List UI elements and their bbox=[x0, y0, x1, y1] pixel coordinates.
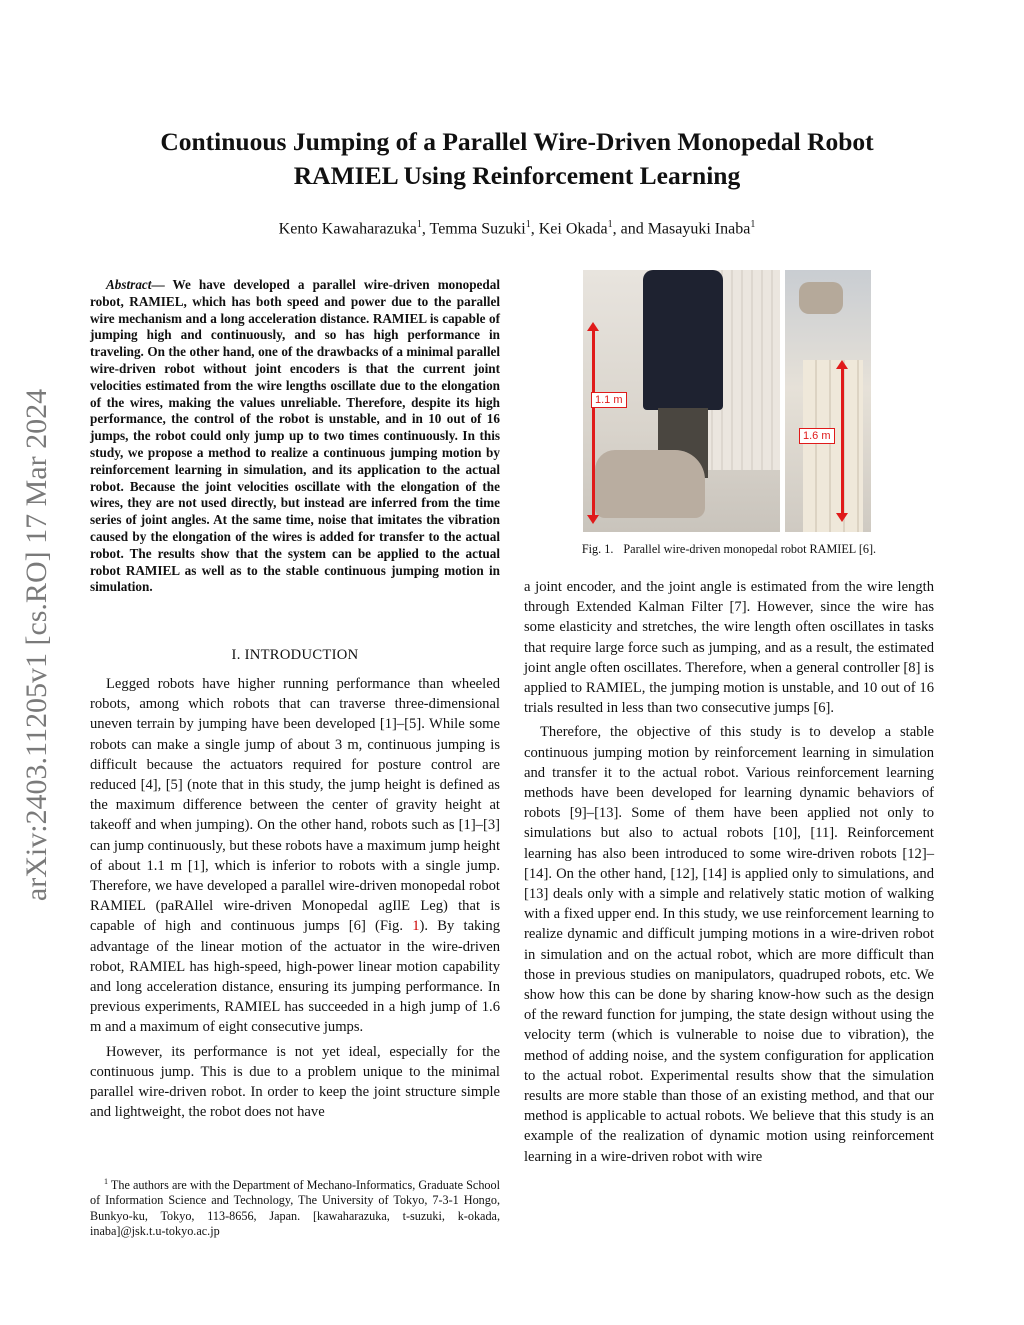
person-figure bbox=[643, 270, 723, 410]
author-list: Kento Kawaharazuka$^1$, Temma Suzuki$^1$, Kei Okada$^1$, and Masayuki Inaba$^1$ bbox=[278, 219, 756, 238]
footnote-mark: 1 bbox=[104, 1177, 108, 1186]
robot-top bbox=[799, 282, 843, 314]
robot-photo-right bbox=[785, 270, 871, 532]
title-line-1: Continuous Jumping of a Parallel Wire-Driven Monopedal Robot bbox=[160, 127, 874, 156]
author-name: Kei Okada bbox=[538, 220, 608, 238]
height-arrow-left bbox=[592, 328, 595, 518]
abstract-lead: Abstract bbox=[106, 277, 152, 292]
intro-body bbox=[90, 674, 500, 1122]
figure-caption bbox=[524, 542, 934, 557]
author-name: Masayuki Inaba bbox=[647, 220, 751, 238]
right-column-body bbox=[524, 577, 934, 1167]
figure-link[interactable]: 1 bbox=[412, 918, 420, 935]
folding-screen bbox=[803, 360, 863, 532]
footnote-text: The authors are with the Department of Mechano-Informatics, Graduate School of Information Science and Technology, The University of Tokyo, 7-3-1 Hongo, Bunkyo-ku, Tokyo, 113-8656, Japan. [kawaharazuka, t-suzuki, k-okada, inaba]@jsk.t.u-tokyo.ac.jp bbox=[90, 1178, 501, 1239]
height-label-right: 1.6 m bbox=[799, 428, 835, 444]
right-paragraph-2: Therefore, the objective of this study is to develop a stable continuous jumping motion by reinforcement learning in simulation and transfer it to the actual robot. Various reinforcement learning methods have been developed for learning dynamic behaviors of robots [9]–[13]. Some of them have been applied not only to simulations but also to actual robots [10], [11]. Reinforcement learning has also been introduced to some wire-driven robots [12]–[14]. On the other hand, [12], [14] is applied only to simulations, and [13] deals only with a simple and relatively static motion of walking with a fixed upper end. In this study, we use reinforcement learning to realize dynamic and difficult jumping motions in a wire-driven robot in simulation and on the actual robot, which are more difficult than those in previous studies on manipulators, quadruped robots, etc. We show how this can be done by sharing know-how such as the design of the reward function for jumping, the state design without using the velocity term (which is vulnerable to noise due to vibration), the method of adding noise, and the system configuration for application to the actual robot. Experimental results show that the simulation results are more stable than those of an existing method, and that our method is applicable to actual robots. We believe that this study is an example of the realization of dynamic motion using reinforcement learning in a wire-driven robot with wire bbox=[524, 724, 934, 1165]
paper-title bbox=[90, 125, 944, 193]
robot-base bbox=[595, 450, 705, 518]
affiliation-mark: 1 bbox=[416, 219, 422, 230]
section-heading: I. INTRODUCTION bbox=[231, 647, 359, 663]
height-label-left: 1.1 m bbox=[591, 392, 627, 408]
author-name: Temma Suzuki bbox=[429, 220, 526, 238]
robot-photo-left bbox=[583, 270, 780, 532]
abstract-text: — We have developed a parallel wire-driven monopedal robot, RAMIEL, which has both speed and power due to the parallel wire mechanism and a long acceleration distance. RAMIEL is capable of jumping high and continuously, and so has high performance in traveling. On the other hand, one of the drawbacks of a minimal parallel wire-driven robot without joint encoders is that the current joint velocities estimated from the wire lengths oscillate due to the elongation of the wires, making the values unreliable. Therefore, despite its high performance, the control of the robot is unstable, and in 10 out of 16 jumps, the robot could only jump up to two times continuously. In this study, we propose a method to realize a continuous jumping motion by reinforcement learning in simulation, and its application to the actual robot. Because the joint velocities oscillate with the elongation of the wires, they are not used directly, but instead are inferred from the time series of joint angles. At the same time, noise that imitates the vibration caused by the elongation of the wires is added for transfer to the actual robot. The results show that the system can be applied to the actual robot RAMIEL as well as to the stable continuous jumping motion in simulation. bbox=[90, 277, 500, 595]
footnote bbox=[90, 1174, 500, 1240]
right-paragraph-1: a joint encoder, and the joint angle is estimated from the wire length through Extended Kalman Filter [7]. However, since the wire has some elasticity and stretches, the wire length often oscillates in tasks that require large force such as jumping, and as a result, the estimated joint angle often oscillates. Therefore, when a general controller [8] is applied to RAMIEL, the jumping motion is unstable, and 10 out of 16 trials resulted in less than two consecutive jumps [6]. bbox=[524, 579, 934, 717]
intro-paragraph-2: However, its performance is not yet ideal, especially for the continuous jump. This is due to a problem unique to the minimal parallel wire-driven robot. In order to keep the joint structure simple and lightweight, the robot does not have bbox=[90, 1043, 500, 1121]
affiliation-mark: 1 bbox=[525, 219, 531, 230]
figure-1 bbox=[583, 270, 871, 532]
arxiv-id: arXiv:2403.11205v1 [cs.RO] 17 Mar 2024 bbox=[20, 388, 53, 902]
caption-number: Fig. 1. bbox=[581, 542, 614, 556]
caption-text: Parallel wire-driven monopedal robot RAMIEL [6]. bbox=[623, 542, 877, 556]
arxiv-watermark bbox=[12, 350, 62, 940]
affiliation-mark: 1 bbox=[607, 219, 613, 230]
title-line-2: RAMIEL Using Reinforcement Learning bbox=[293, 161, 741, 190]
abstract bbox=[90, 277, 500, 596]
author-name: Kento Kawaharazuka bbox=[278, 220, 417, 238]
affiliation-mark: 1 bbox=[750, 219, 756, 230]
intro-paragraph-1: Legged robots have higher running performance than wheeled robots, among which robots that can traverse three-dimensional uneven terrain by jumping have been developed [1]–[5]. While some robots can make a single jump of about 3 m, continuous jumping is difficult because the actuators required for posture control are reduced [4], [5] (note that in this study, the jump height is defined as the maximum difference between the center of gravity height at takeoff and when jumping). On the other hand, robots such as [1]–[3] can jump continuously, but these robots have a maximum jump height of about 1.1 m [1], which is inferior to robots with a single jump. Therefore, we have developed a parallel wire-driven monopedal robot RAMIEL (paRAllel wire-driven Monopedal agIlE Leg) that is capable of high and continuous jumps [6] (Fig. 1). By taking advantage of the linear motion of the actuator in the wire-driven robot, RAMIEL has high-speed, high-power linear motion capability and long acceleration distance, ensuring its jumping performance. In previous experiments, RAMIEL has succeeded in a high jump of 1.6 m and a maximum of eight consecutive jumps. bbox=[90, 676, 500, 1036]
height-arrow-right bbox=[841, 366, 844, 516]
